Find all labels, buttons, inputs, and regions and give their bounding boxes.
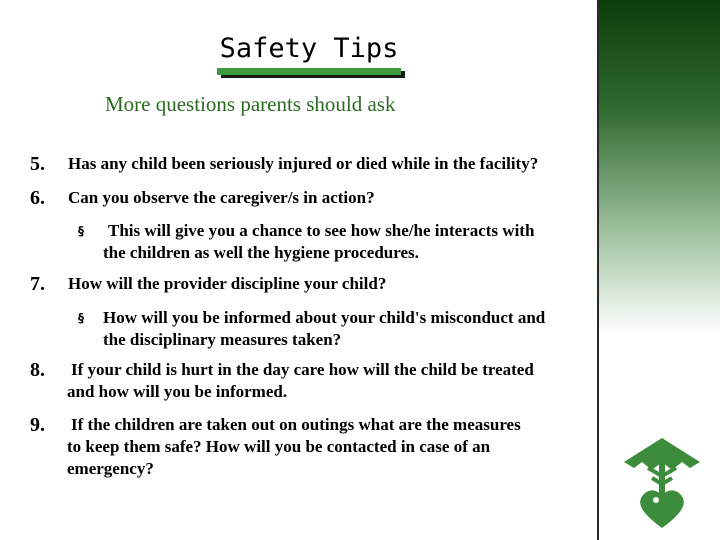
item-text: Has any child been seriously injured or died while in the facility? xyxy=(68,154,539,173)
item-number: 7. xyxy=(30,273,45,295)
item-text-continued: emergency? xyxy=(67,459,154,478)
bullet-line: the children as well the hygiene procedures. xyxy=(103,243,419,262)
list-item xyxy=(30,414,590,482)
item-text: If the children are taken out on outings what are the measures xyxy=(71,415,521,434)
item-number: 9. xyxy=(30,414,45,436)
list-item xyxy=(30,273,590,297)
item-number: 5. xyxy=(30,153,45,175)
bullet-line: How will you be informed about your child's misconduct and xyxy=(103,308,546,327)
sub-bullet xyxy=(78,307,588,353)
sub-bullet xyxy=(78,220,588,266)
list-item xyxy=(30,153,590,177)
tree-heart-logo-icon xyxy=(620,432,704,530)
list-item xyxy=(30,187,590,211)
item-number: 6. xyxy=(30,187,45,209)
bullet-line: the disciplinary measures taken? xyxy=(103,330,342,349)
item-text: How will the provider discipline your child? xyxy=(68,274,387,293)
item-text-continued: to keep them safe? How will you be contacted in case of an xyxy=(67,437,491,456)
item-number: 8. xyxy=(30,359,45,381)
item-text-continued: and how will you be informed. xyxy=(67,382,288,401)
subtitle: More questions parents should ask xyxy=(105,92,396,116)
bullet-icon: § xyxy=(78,311,84,325)
title-underline xyxy=(217,68,403,79)
item-text: If your child is hurt in the day care how will the child be treated xyxy=(71,360,534,379)
item-text: Can you observe the caregiver/s in action? xyxy=(68,188,375,207)
list-item xyxy=(30,359,590,405)
bullet-icon: § xyxy=(78,224,84,238)
page-title: Safety Tips xyxy=(219,33,399,64)
bullet-line: This will give you a chance to see how she/he interacts with xyxy=(108,221,535,240)
